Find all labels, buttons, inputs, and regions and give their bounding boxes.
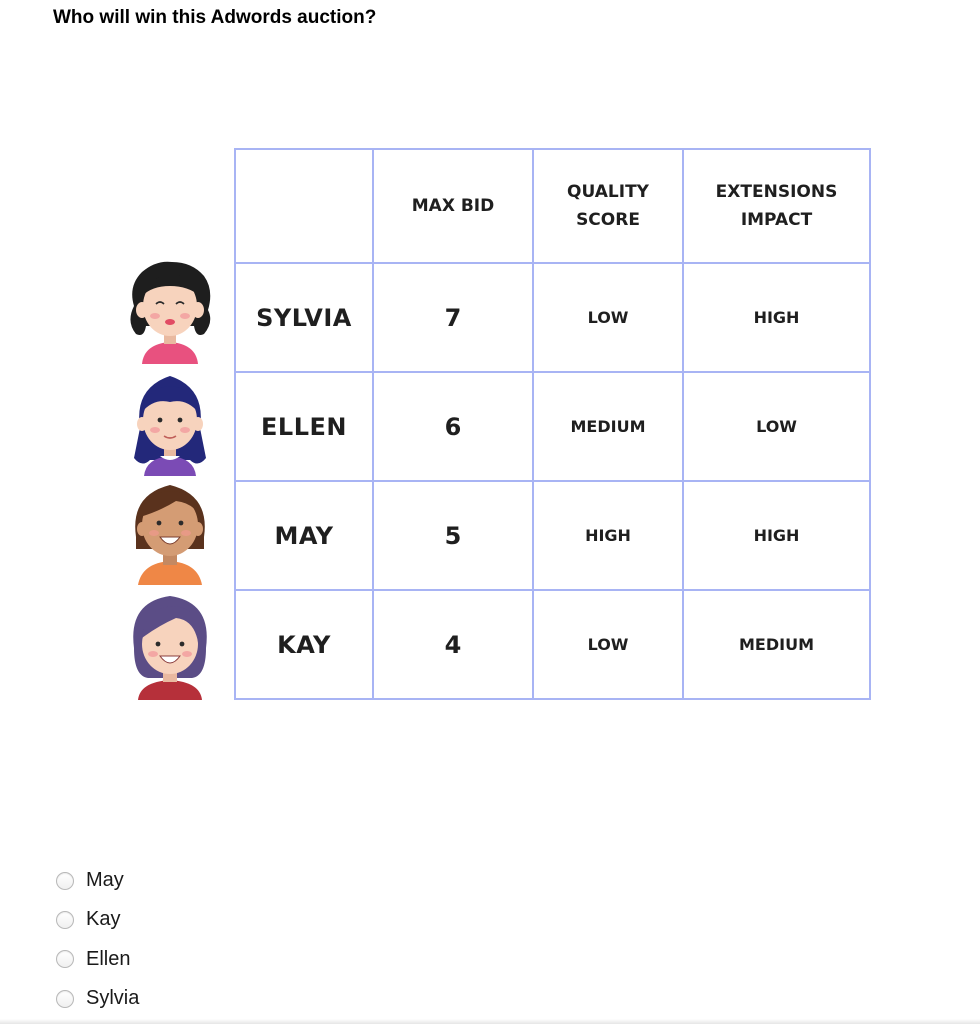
radio-button[interactable] bbox=[56, 872, 74, 890]
header-blank bbox=[235, 149, 373, 263]
header-extensions-line2: IMPACT bbox=[740, 210, 813, 230]
question-title: Who will win this Adwords auction? bbox=[53, 7, 377, 28]
quality-score-value: LOW bbox=[533, 590, 683, 699]
quality-score-value: HIGH bbox=[533, 481, 683, 590]
table-row bbox=[235, 590, 870, 699]
option-kay[interactable] bbox=[56, 900, 139, 939]
bidder-name: SYLVIA bbox=[235, 263, 373, 372]
header-quality-score-line1: QUALITY bbox=[567, 182, 649, 202]
header-extensions-line1: EXTENSIONS bbox=[715, 182, 838, 202]
auction-table bbox=[234, 148, 871, 700]
header-max-bid: MAX BID bbox=[373, 149, 533, 263]
option-label: Kay bbox=[86, 908, 121, 931]
sylvia-avatar-icon bbox=[120, 256, 220, 364]
table-row bbox=[235, 372, 870, 481]
header-extensions-impact bbox=[683, 149, 870, 263]
table-row bbox=[235, 481, 870, 590]
max-bid-value: 7 bbox=[373, 263, 533, 372]
option-label: May bbox=[86, 869, 124, 892]
may-avatar-icon bbox=[120, 477, 220, 585]
header-quality-score bbox=[533, 149, 683, 263]
radio-button[interactable] bbox=[56, 911, 74, 929]
option-may[interactable] bbox=[56, 861, 139, 900]
quality-score-value: MEDIUM bbox=[533, 372, 683, 481]
bidder-name: ELLEN bbox=[235, 372, 373, 481]
table-header-row bbox=[235, 149, 870, 263]
option-label: Sylvia bbox=[86, 987, 140, 1010]
option-ellen[interactable] bbox=[56, 940, 139, 979]
radio-button[interactable] bbox=[56, 990, 74, 1008]
max-bid-value: 6 bbox=[373, 372, 533, 481]
option-label: Ellen bbox=[86, 947, 131, 970]
quality-score-value: LOW bbox=[533, 263, 683, 372]
extensions-impact-value: LOW bbox=[683, 372, 870, 481]
answer-options bbox=[56, 861, 139, 1018]
extensions-impact-value: MEDIUM bbox=[683, 590, 870, 699]
extensions-impact-value: HIGH bbox=[683, 481, 870, 590]
table-row bbox=[235, 263, 870, 372]
bidder-name: KAY bbox=[235, 590, 373, 699]
radio-button[interactable] bbox=[56, 950, 74, 968]
header-quality-score-line2: SCORE bbox=[576, 210, 640, 230]
max-bid-value: 4 bbox=[373, 590, 533, 699]
max-bid-value: 5 bbox=[373, 481, 533, 590]
kay-avatar-icon bbox=[120, 592, 220, 700]
extensions-impact-value: HIGH bbox=[683, 263, 870, 372]
page-bottom-edge bbox=[0, 1019, 980, 1024]
option-sylvia[interactable] bbox=[56, 979, 139, 1018]
bidder-name: MAY bbox=[235, 481, 373, 590]
ellen-avatar-icon bbox=[120, 368, 220, 476]
